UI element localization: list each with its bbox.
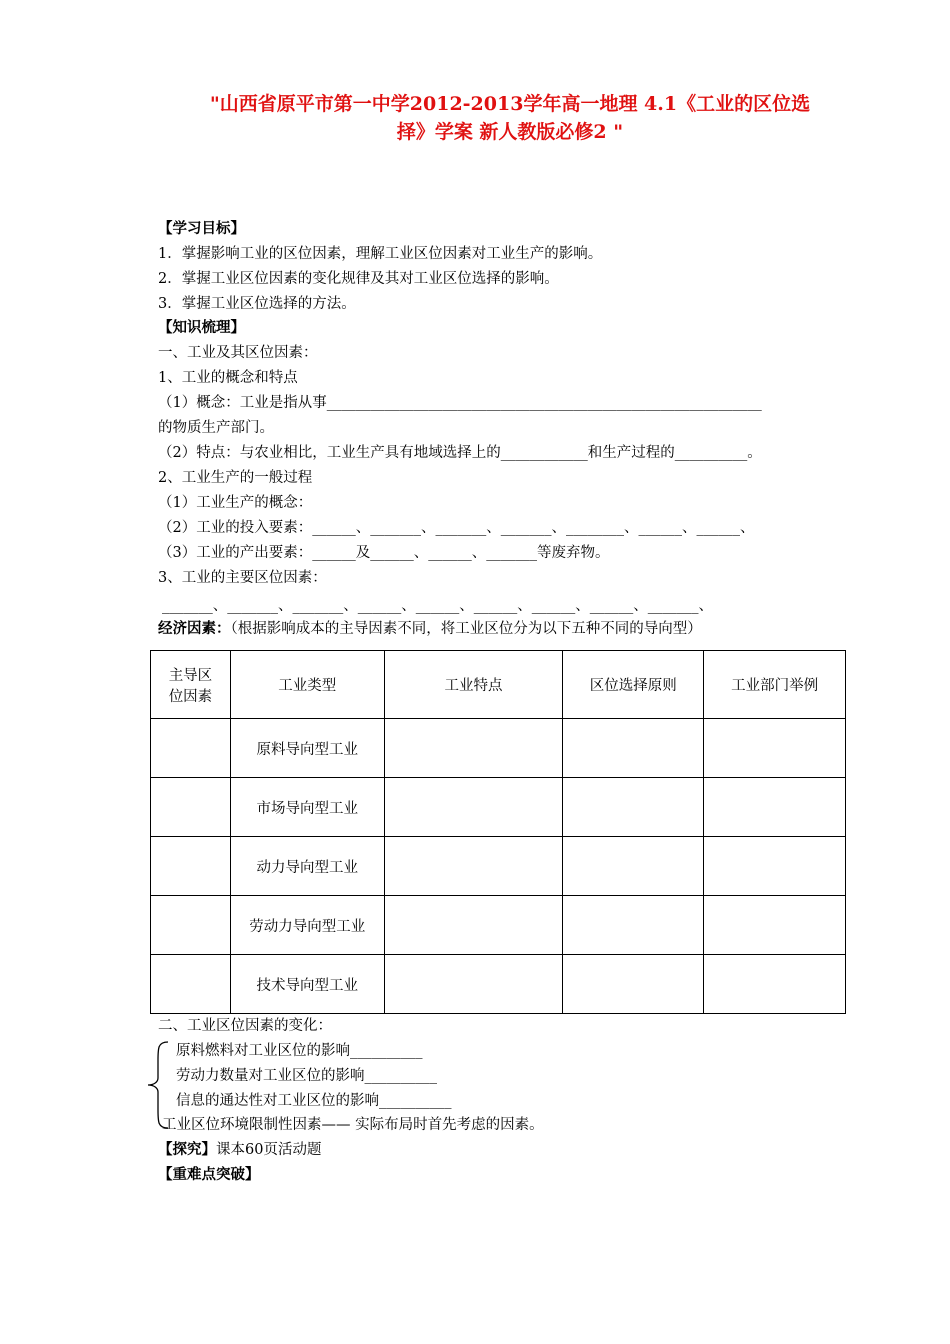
table-cell-industry-type: 原料导向型工业 <box>230 719 384 778</box>
table-cell-empty <box>151 955 231 1014</box>
table-cell-industry-type: 市场导向型工业 <box>230 778 384 837</box>
subsection-1-3: 3、工业的主要区位因素： <box>158 570 327 586</box>
header-leading-factor-line-2: 位因素 <box>168 688 213 705</box>
environment-constraint-line: 工业区位环境限制性因素—— 实际布局时首先考虑的因素。 <box>162 1117 544 1133</box>
table-cell-empty <box>704 719 846 778</box>
table-cell-industry-type: 技术导向型工业 <box>230 955 384 1014</box>
section-2-heading: 二、工业区位因素的变化： <box>158 1018 332 1034</box>
table-cell-empty <box>384 896 563 955</box>
economic-factors-line <box>158 619 702 639</box>
change-item-1: 原料燃料对工业区位的影响__________ <box>176 1043 423 1059</box>
economic-factors-text: （根据影响成本的主导因素不同，将工业区位分为以下五种不同的导向型） <box>230 621 702 637</box>
header-industry-type: 工业类型 <box>230 651 384 719</box>
header-industry-features: 工业特点 <box>384 651 563 719</box>
concept-continuation: 的物质生产部门。 <box>158 420 274 436</box>
table-cell-empty <box>563 837 704 896</box>
document-title <box>150 90 870 146</box>
difficult-points-heading: 【重难点突破】 <box>158 1166 260 1183</box>
table-header-row <box>151 651 846 719</box>
table-cell-empty <box>704 837 846 896</box>
table-row <box>151 719 846 778</box>
table-row <box>151 896 846 955</box>
concept-line: （1）概念：工业是指从事____________________________________________________________ <box>158 395 762 411</box>
table-cell-empty <box>384 778 563 837</box>
change-item-2: 劳动力数量对工业区位的影响__________ <box>176 1068 437 1084</box>
objective-item-3: 3．掌握工业区位选择的方法。 <box>158 296 356 312</box>
table-cell-industry-type: 动力导向型工业 <box>230 837 384 896</box>
explore-line <box>158 1140 321 1160</box>
change-item-3: 信息的通达性对工业区位的影响__________ <box>176 1093 452 1109</box>
table-row <box>151 837 846 896</box>
header-location-principle: 区位选择原则 <box>563 651 704 719</box>
table-cell-empty <box>563 719 704 778</box>
objectives-heading: 【学习目标】 <box>158 220 245 237</box>
explore-text: 课本60页活动题 <box>216 1142 322 1158</box>
process-output-line: （3）工业的产出要素：______及______、______、_______等废弃物。 <box>158 545 610 561</box>
table-cell-empty <box>704 778 846 837</box>
table-row <box>151 778 846 837</box>
header-leading-factor <box>151 651 231 719</box>
section-1-heading: 一、工业及其区位因素： <box>158 345 318 361</box>
feature-line: （2）特点：与农业相比，工业生产具有地域选择上的____________和生产过程的__________。 <box>158 445 762 461</box>
knowledge-heading: 【知识梳理】 <box>158 319 245 336</box>
table-cell-empty <box>151 778 231 837</box>
table-cell-industry-type: 劳动力导向型工业 <box>230 896 384 955</box>
economic-factors-label: 经济因素： <box>158 620 231 637</box>
objective-item-2: 2．掌握工业区位因素的变化规律及其对工业区位选择的影响。 <box>158 271 559 287</box>
table-cell-empty <box>704 955 846 1014</box>
title-line-2: 择》学案 新人教版必修2 " <box>396 121 624 143</box>
title-line-1: "山西省原平市第一中学2012-2013学年高一地理 4.1《工业的区位选 <box>209 93 811 115</box>
factor-blanks: _______、_______、_______、______、______、______、______、______、_______、 <box>162 598 713 614</box>
table-cell-empty <box>151 896 231 955</box>
objective-item-1: 1．掌握影响工业的区位因素，理解工业区位因素对工业生产的影响。 <box>158 246 603 262</box>
table-cell-empty <box>384 719 563 778</box>
subsection-1-1: 1、工业的概念和特点 <box>158 370 298 386</box>
table-cell-empty <box>384 955 563 1014</box>
table-cell-empty <box>384 837 563 896</box>
industry-orientation-table <box>150 650 846 1014</box>
table-cell-empty <box>704 896 846 955</box>
header-industry-examples: 工业部门举例 <box>704 651 846 719</box>
table-cell-empty <box>563 955 704 1014</box>
table-cell-empty <box>151 837 231 896</box>
subsection-1-2: 2、工业生产的一般过程 <box>158 470 313 486</box>
table-row <box>151 955 846 1014</box>
explore-label: 【探究】 <box>158 1141 216 1158</box>
process-concept-line: （1）工业生产的概念： <box>158 495 313 511</box>
header-leading-factor-line-1: 主导区 <box>168 667 213 684</box>
table-cell-empty <box>563 778 704 837</box>
table-cell-empty <box>563 896 704 955</box>
process-input-line: （2）工业的投入要素：______、_______、_______、_______、________、______、______、 <box>158 520 755 536</box>
table-cell-empty <box>151 719 231 778</box>
